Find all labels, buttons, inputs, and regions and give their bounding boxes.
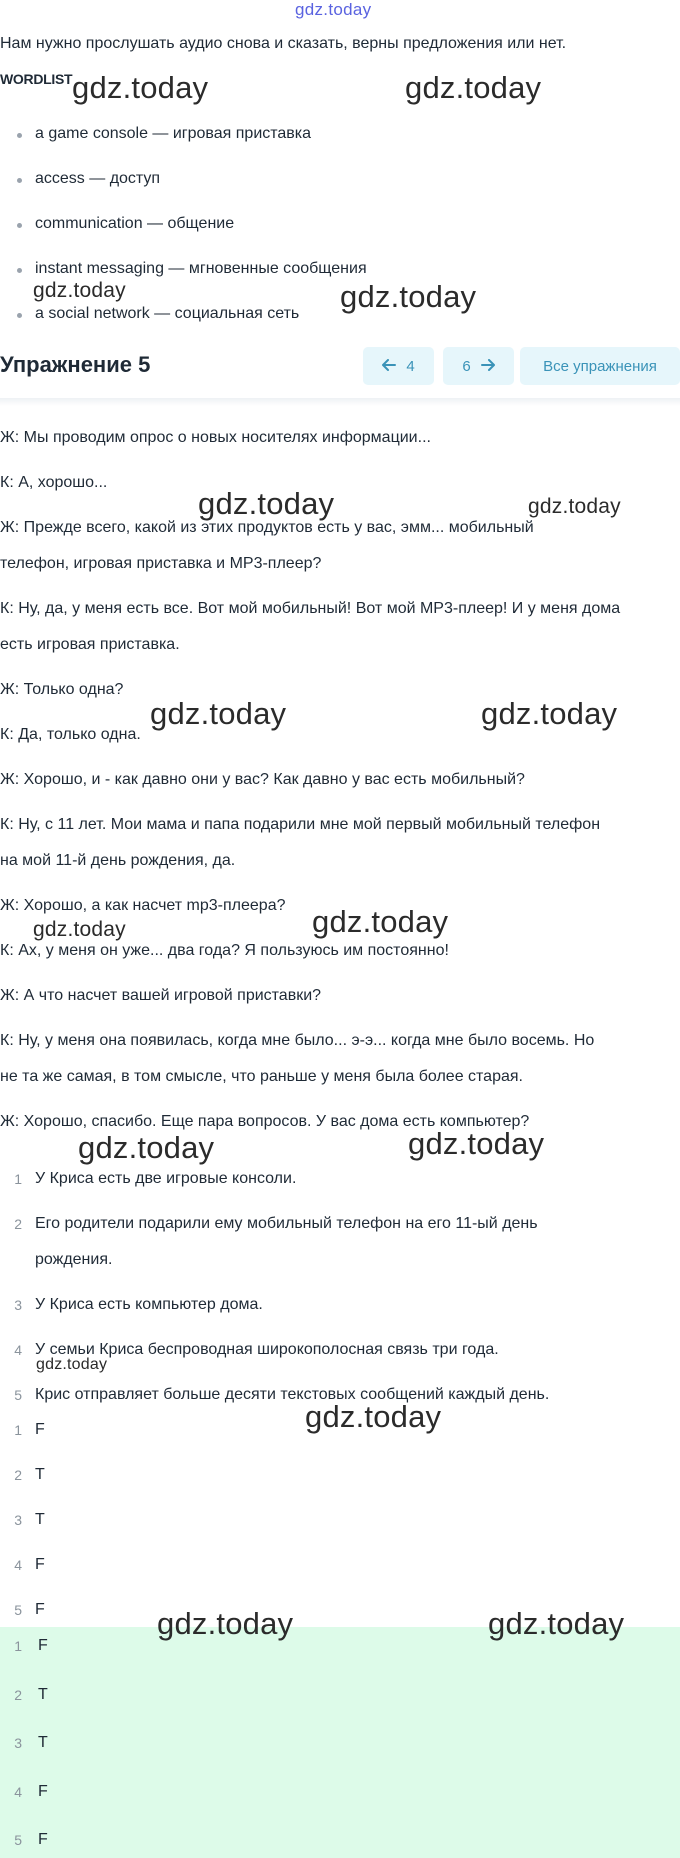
dialogue-line: на мой 11-й день рождения, да. <box>0 852 236 869</box>
watermark: gdz.today <box>36 1356 108 1373</box>
wordlist-item: communication — общение <box>35 215 235 232</box>
dialogue-line: Ж: Мы проводим опрос о новых носителях информации... <box>0 429 431 446</box>
statement-text: У Криса есть две игровые консоли. <box>35 1170 297 1187</box>
answer-value: F <box>38 1831 48 1848</box>
watermark: gdz.today <box>150 696 287 731</box>
answer-value: T <box>38 1734 48 1751</box>
dialogue-line: К: Ах, у меня он уже... два года? Я пользуюсь им постоянно! <box>0 942 449 959</box>
prev-exercise-button[interactable] <box>363 347 434 385</box>
dialogue-line: Ж: Хорошо, спасибо. Еще пара вопросов. У вас дома есть компьютер? <box>0 1113 530 1130</box>
answer-number: 4 <box>14 1784 22 1800</box>
answer-number: 4 <box>14 1557 22 1573</box>
watermark: gdz.today <box>340 279 477 314</box>
watermark: gdz.today <box>157 1606 294 1641</box>
watermark: gdz.today <box>408 1126 545 1161</box>
dialogue-line: Ж: Только одна? <box>0 681 124 698</box>
arrow-left-icon <box>382 358 396 375</box>
watermark: gdz.today <box>481 696 618 731</box>
wordlist-item: a game console — игровая приставка <box>35 125 312 142</box>
watermark: gdz.today <box>305 1399 442 1434</box>
all-exercises-label: Все упражнения <box>543 357 657 375</box>
watermark: gdz.today <box>198 486 335 521</box>
watermark: gdz.today <box>33 279 126 302</box>
watermark: gdz.today <box>33 918 126 941</box>
statement-number: 5 <box>14 1387 22 1403</box>
watermark: gdz.today <box>78 1130 215 1165</box>
wordlist-title: WORDLIST <box>0 71 73 87</box>
answer-number: 2 <box>14 1467 22 1483</box>
watermark: gdz.today <box>312 904 449 939</box>
wordlist-item: instant messaging — мгновенные сообщения <box>35 260 367 277</box>
all-exercises-button[interactable] <box>520 347 680 385</box>
bullet-dot <box>17 178 22 183</box>
arrow-right-icon <box>481 358 495 375</box>
dialogue-line: К: Да, только одна. <box>0 726 141 743</box>
answer-value: T <box>35 1466 45 1483</box>
intro-text: Нам нужно прослушать аудио снова и сказать, верны предложения или нет. <box>0 35 567 52</box>
dialogue-line: К: Ну, у меня она появилась, когда мне было... э-э... когда мне было восемь. Но <box>0 1032 595 1049</box>
dialogue-line: Ж: Хорошо, и - как давно они у вас? Как давно у вас есть мобильный? <box>0 771 525 788</box>
statement-text: У семьи Криса беспроводная широкополосная связь три года. <box>35 1341 499 1358</box>
exercise-title: Упражнение 5 <box>0 352 151 377</box>
bullet-dot <box>17 268 22 273</box>
statement-text: Его родители подарили ему мобильный телефон на его 11-ый день <box>35 1215 538 1232</box>
dialogue-line: К: А, хорошо... <box>0 474 108 491</box>
prev-exercise-label: 4 <box>406 357 415 375</box>
statement-number: 3 <box>14 1297 22 1313</box>
answer-value: F <box>35 1421 45 1438</box>
watermark: gdz.today <box>72 70 209 105</box>
dialogue-line: К: Ну, да, у меня есть все. Вот мой мобильный! Вот мой МР3-плеер! И у меня дома <box>0 600 621 617</box>
answer-number: 5 <box>14 1832 22 1848</box>
answer-number: 5 <box>14 1602 22 1618</box>
watermark: gdz.today <box>528 495 621 518</box>
bullet-dot <box>17 133 22 138</box>
dialogue-line: не та же самая, в том смысле, что раньше у меня была более старая. <box>0 1068 523 1085</box>
statement-text: У Криса есть компьютер дома. <box>35 1296 263 1313</box>
statement-text: Крис отправляет больше десяти текстовых сообщений каждый день. <box>35 1386 550 1403</box>
answer-value: F <box>38 1637 48 1654</box>
answer-value: T <box>38 1686 48 1703</box>
answer-value: F <box>35 1601 45 1618</box>
header-divider <box>0 398 680 406</box>
dialogue-line: Ж: Хорошо, а как насчет mp3-плеера? <box>0 897 286 914</box>
watermark: gdz.today <box>405 70 542 105</box>
watermark: gdz.today <box>488 1606 625 1641</box>
answer-value: F <box>35 1556 45 1573</box>
answer-value: T <box>35 1511 45 1528</box>
answer-value: F <box>38 1783 48 1800</box>
dialogue-line: есть игровая приставка. <box>0 636 180 653</box>
answer-number: 3 <box>14 1735 22 1751</box>
top-watermark: gdz.today <box>295 0 372 19</box>
bullet-dot <box>17 313 22 318</box>
answer-number: 1 <box>14 1422 22 1438</box>
answer-highlight-block <box>0 1627 680 1858</box>
dialogue-line: телефон, игровая приставка и МР3-плеер? <box>0 555 322 572</box>
statement-number: 1 <box>14 1171 22 1187</box>
answer-number: 3 <box>14 1512 22 1528</box>
answer-number: 2 <box>14 1687 22 1703</box>
next-exercise-label: 6 <box>462 357 471 375</box>
dialogue-line: Ж: Прежде всего, какой из этих продуктов есть у вас, эмм... мобильный <box>0 519 534 536</box>
dialogue-line: К: Ну, с 11 лет. Мои мама и папа подарили мне мой первый мобильный телефон <box>0 816 601 833</box>
statement-number: 4 <box>14 1342 22 1358</box>
next-exercise-button[interactable] <box>443 347 514 385</box>
statement-number: 2 <box>14 1216 22 1232</box>
dialogue-line: Ж: А что насчет вашей игровой приставки? <box>0 987 322 1004</box>
wordlist-item: a social network — социальная сеть <box>35 305 300 322</box>
answer-number: 1 <box>14 1638 22 1654</box>
bullet-dot <box>17 223 22 228</box>
wordlist-item: access — доступ <box>35 170 161 187</box>
statement-text: рождения. <box>35 1251 113 1268</box>
